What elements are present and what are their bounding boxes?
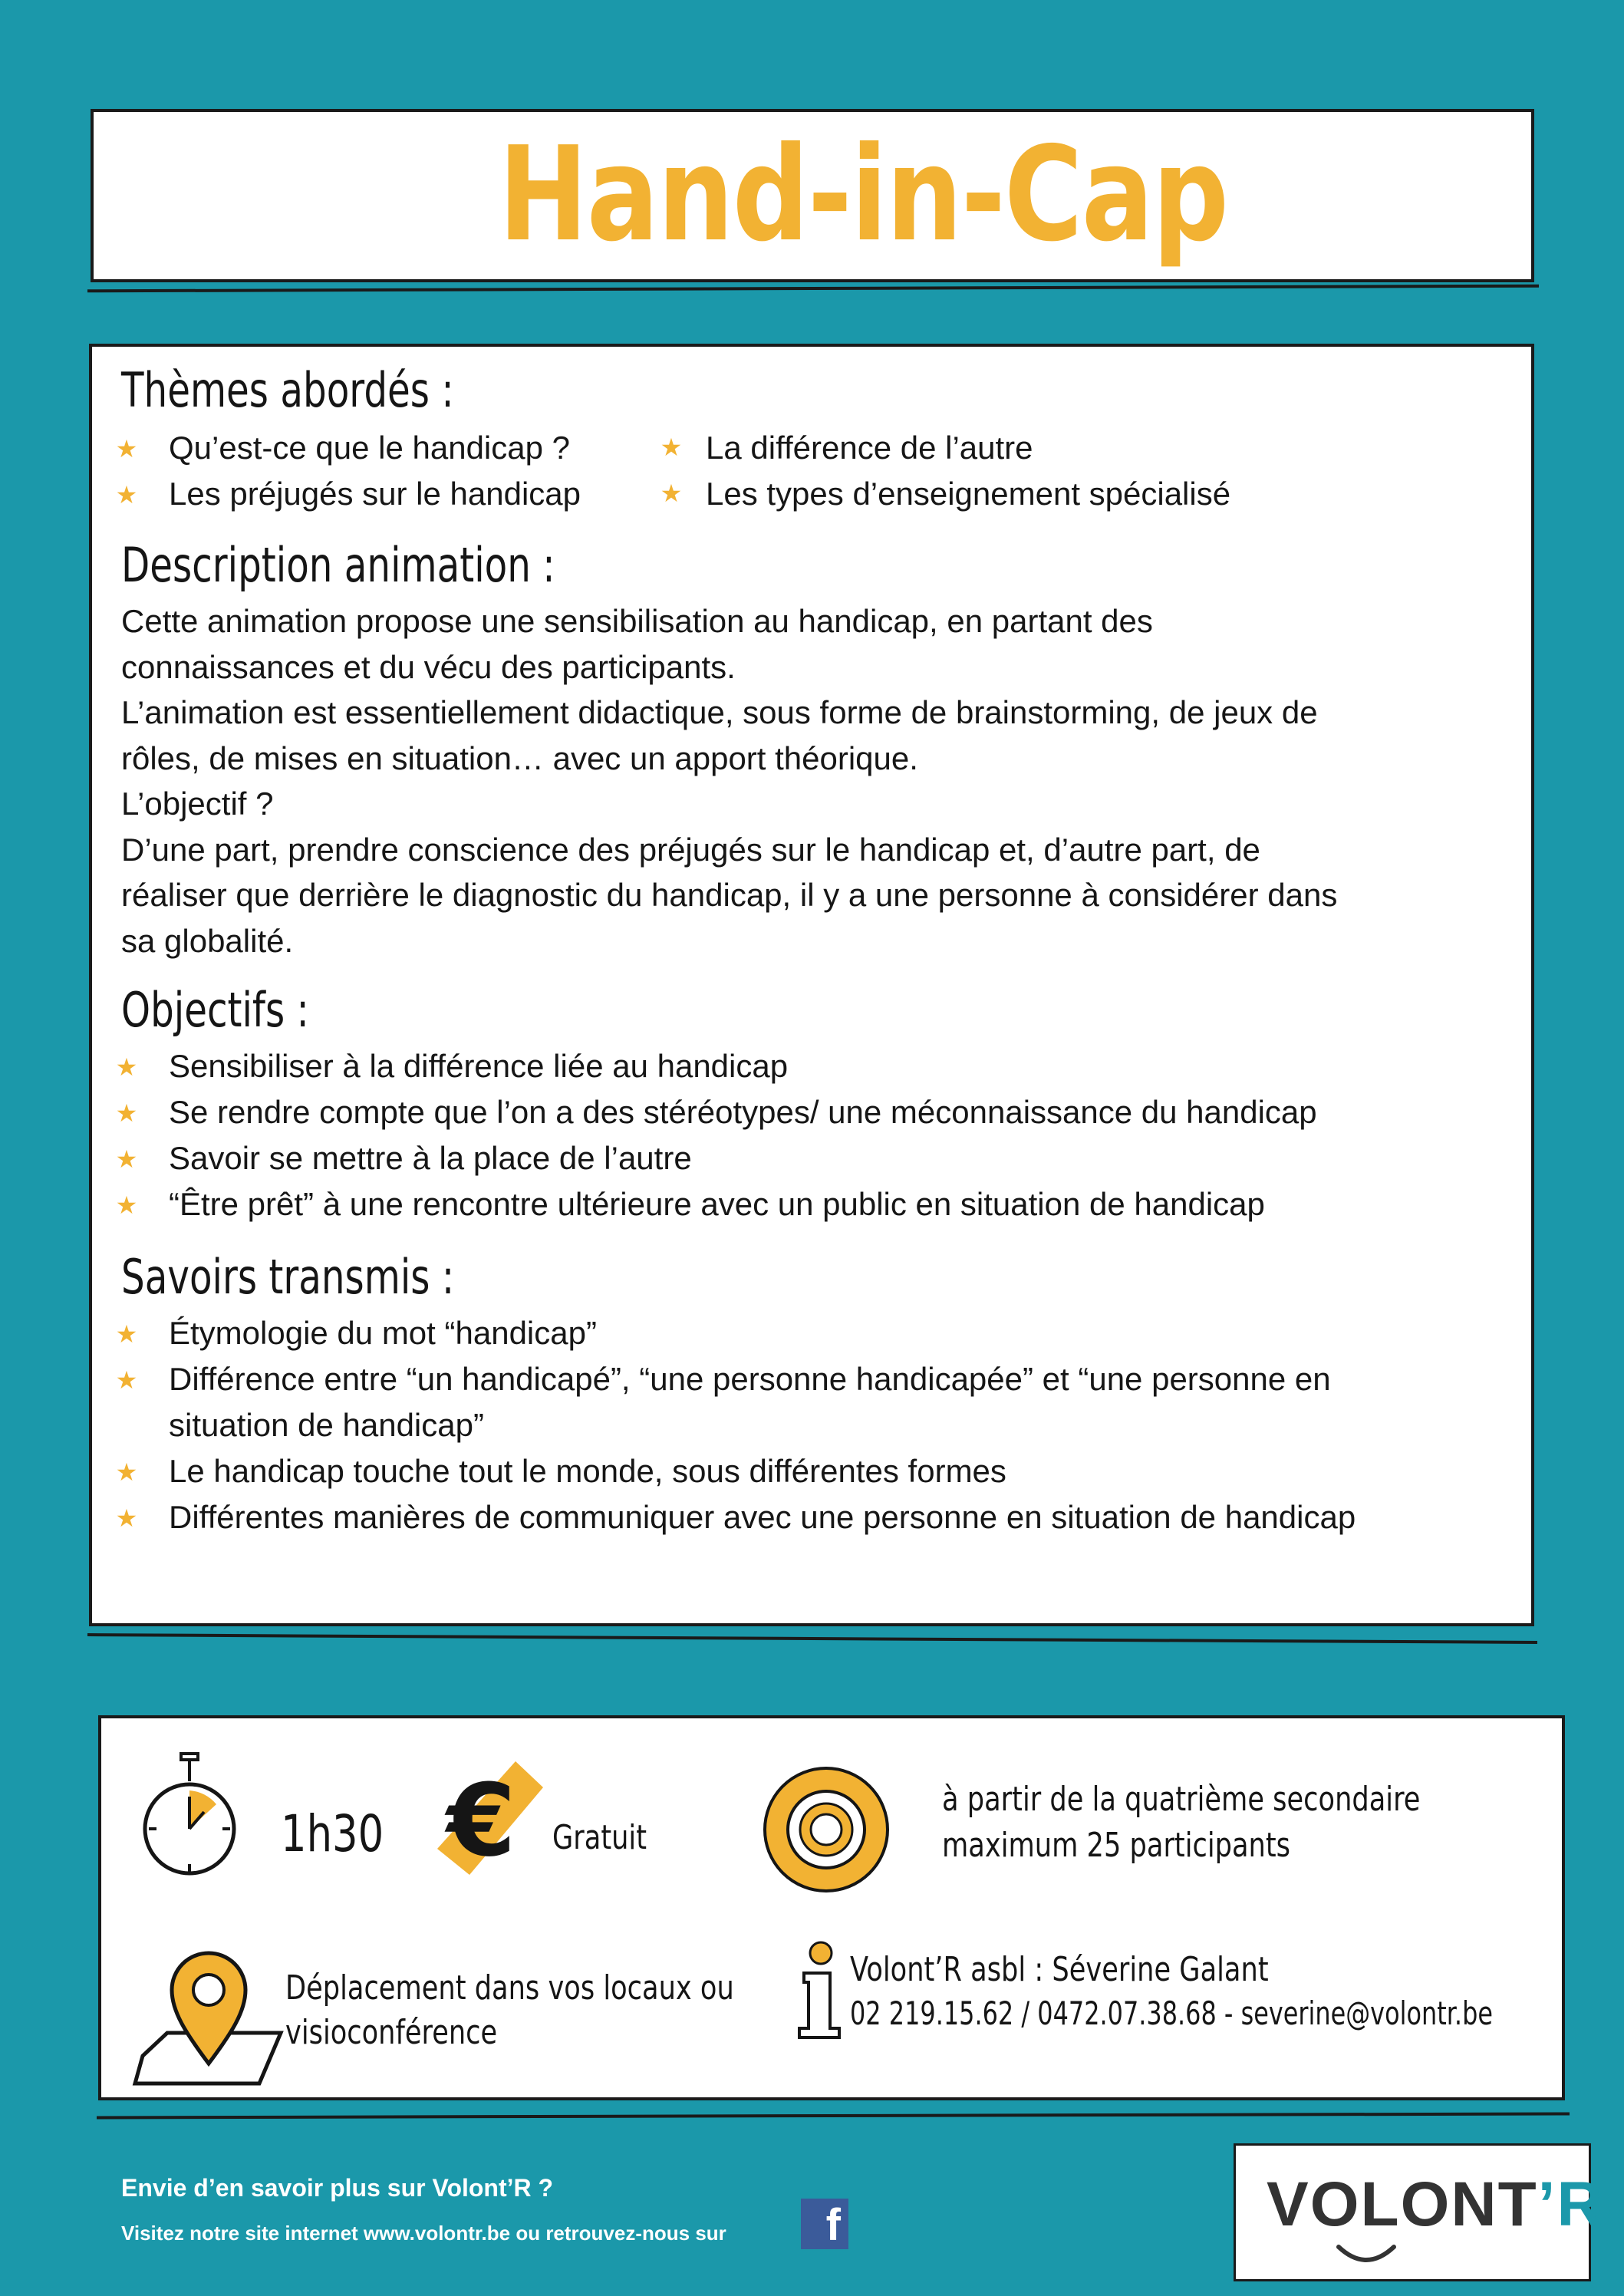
euro-icon (431, 1757, 546, 1879)
star-icon: ★ (115, 1099, 138, 1127)
star-icon: ★ (660, 433, 683, 461)
price-value: Gratuit (552, 1818, 647, 1857)
audience-line-2: maximum 25 participants (942, 1826, 1290, 1865)
star-icon: ★ (115, 435, 138, 463)
star-icon: ★ (115, 1053, 138, 1081)
page-title: Hand-in-Cap (498, 119, 1228, 271)
star-icon: ★ (115, 1145, 138, 1173)
info-card (98, 1715, 1565, 2100)
volontr-logo (1234, 2143, 1604, 2281)
location-line-2: visioconférence (285, 2013, 498, 2052)
footer-visit-text: Visitez notre site internet www.volontr.be ou retrouvez-nous sur (121, 2222, 726, 2245)
location-pin-icon (132, 1941, 285, 2087)
location-line-1: Déplacement dans vos locaux ou (285, 1968, 734, 2008)
svg-text:€: € (446, 1762, 516, 1879)
footer-cta: Envie d’en savoir plus sur Volont’R ? (121, 2174, 554, 2202)
savoirs-heading: Savoirs transmis : (121, 1249, 455, 1305)
star-icon: ★ (115, 1458, 138, 1486)
star-icon: ★ (115, 1504, 138, 1532)
target-icon (761, 1764, 891, 1895)
contact-line-2: 02 219.15.62 / 0472.07.38.68 - severine@volontr.be (850, 1995, 1493, 2032)
star-icon: ★ (660, 479, 683, 507)
objectifs-heading: Objectifs : (121, 982, 309, 1038)
star-icon: ★ (115, 1191, 138, 1219)
content-card: Thèmes abordés : ★ Qu’est-ce que le handicap ? ★ La différence de l’autre ★ Les préjugés sur le handicap ★ Les types d’enseignement spécialisé Description animation : Cette animation propose une sensibilisation au handicap, en partant des connaissances et du vécu des participants. L’animation est essentiellement didactique, sous forme de brainstorming, de jeux de rôles, de mises en situation… avec un apport théorique. L’objectif ? D’une part, prendre conscience des préjugés sur le handicap et, d’autre part, de réaliser que derrière le diagnostic du handicap, il y a une personne à considérer dans sa globalité. Objectifs : ★ Sensibiliser à la différence liée au handicap ★ Se rendre compte que l’on a des stéréotypes/ une méconnaissance du handicap ★ Savoir se mettre à la place de l’autre ★ “Être prêt” à une rencontre ultérieure avec un public en situation de handicap Savoirs transmis : ★ Étymologie du mot “handicap” ★ Différence entre “un handicapé”, “une personne handicapée” et “une personne en situation de handicap” ★ Le handicap touche tout le monde, sous différentes formes ★ Différentes manières de communiquer avec une personne en situation de handicap (89, 344, 1534, 1626)
star-icon: ★ (115, 1366, 138, 1394)
info-icon (796, 1941, 842, 2041)
description-text: Cette animation propose une sensibilisation au handicap, en partant des connaissances et du vécu des participants. L’animation est essentiellement didactique, sous forme de brainstorming, de jeux de rôles, de mises en situation… avec un apport théorique. L’objectif ? D’une part, prendre conscience des préjugés sur le handicap et, d’autre part, de réaliser que derrière le diagnostic du handicap, il y a une personne à considérer dans sa globalité. (121, 603, 1338, 959)
audience-line-1: à partir de la quatrième secondaire (942, 1780, 1421, 1819)
contact-line-1: Volont’R asbl : Séverine Galant (850, 1950, 1269, 1989)
star-icon: ★ (115, 1320, 138, 1348)
description-heading: Description animation : (121, 537, 555, 593)
stopwatch-icon (140, 1752, 239, 1883)
themes-heading: Thèmes abordés : (121, 362, 454, 418)
star-icon: ★ (115, 481, 138, 509)
logo-text: VOLONT’R (1267, 2169, 1604, 2239)
title-card (91, 109, 1534, 282)
facebook-icon[interactable]: f (801, 2199, 848, 2249)
logo-smile-icon (1336, 2242, 1397, 2265)
duration-value: 1h30 (281, 1804, 384, 1863)
